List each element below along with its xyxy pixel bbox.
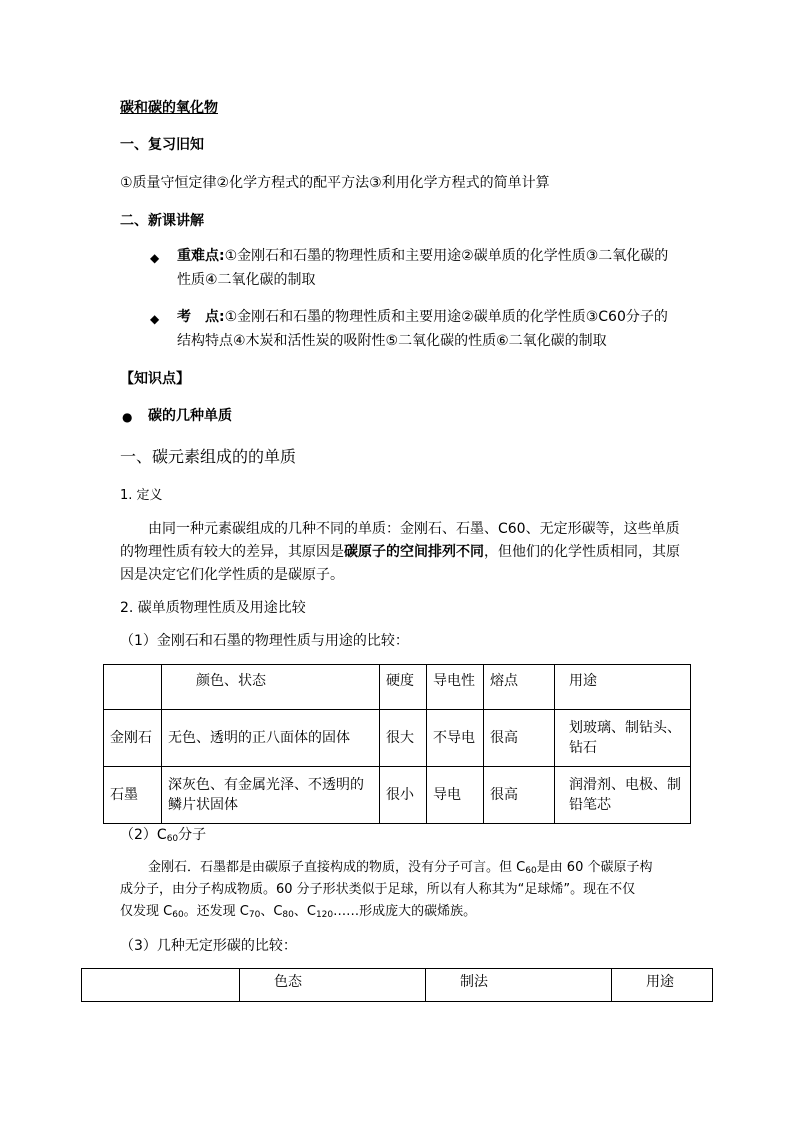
table-cell: 很小 — [380, 767, 427, 824]
table-header-cell: 用途 — [612, 969, 713, 1002]
definition-heading: 1. 定义 — [120, 488, 163, 503]
table-cell: 润滑剂、电极、制铅笔芯 — [555, 767, 691, 824]
table-cell: 划玻璃、制钻头、钻石 — [555, 710, 691, 767]
table-header-cell: 色态 — [240, 969, 426, 1002]
table2-caption: （3）几种无定形碳的比较： — [120, 938, 297, 954]
table-header-cell — [104, 665, 162, 710]
knowledge-heading: 【知识点】 — [120, 371, 190, 387]
table-header-cell: 制法 — [426, 969, 612, 1002]
key-points-line2: 性质④二氧化碳的制取 — [177, 272, 316, 288]
exam-points-line1 — [177, 309, 668, 326]
definition-line2: 的物理性质有较大的差异，其原因是碳原子的空间排列不同，但他们的化学性质相同，其原 — [120, 544, 680, 560]
exam-points-text: ①金刚石和石墨的物理性质和主要用途②碳单质的化学性质③C60分子的 — [224, 309, 668, 325]
table-cell: 导电 — [427, 767, 484, 824]
c60-paragraph-line3: 仅发现 $C_{60}$。还发现 $C_{70}$、$C_{80}$、$C_{120}\dots\dots$形成庞大的碳烯族。 — [120, 904, 477, 920]
table-cell: 很高 — [484, 710, 555, 767]
table-header-row — [82, 969, 713, 1002]
table-cell: 很高 — [484, 767, 555, 824]
circle-bullet-icon: ● — [122, 410, 133, 424]
c60-paragraph-line1: 金刚石．石墨都是由碳原子直接构成的物质，没有分子可言。但 $C_{60}$是由 60 个碳原子构 — [148, 860, 653, 876]
table-row — [104, 767, 691, 824]
diamond-graphite-table — [103, 664, 691, 824]
table-header-row — [104, 665, 691, 710]
section-review-text: ①质量守恒定律②化学方程式的配平方法③利用化学方程式的简单计算 — [120, 175, 550, 191]
key-points-text: ①金刚石和石墨的物理性质和主要用途②碳单质的化学性质③二氧化碳的 — [224, 248, 669, 264]
table1-caption: （1）金刚石和石墨的物理性质与用途的比较： — [120, 633, 409, 649]
key-points-line1 — [177, 248, 668, 265]
table-cell: 无色、透明的正八面体的固体 — [162, 710, 380, 767]
table-header-cell — [82, 969, 240, 1002]
section-new-lesson-heading: 二、新课讲解 — [120, 213, 204, 229]
table-cell: 很大 — [380, 710, 427, 767]
amorphous-carbon-table — [81, 968, 713, 1002]
diamond-bullet-icon: ◆ — [150, 251, 160, 265]
table-header-cell: 导电性 — [427, 665, 484, 710]
definition-line3: 因是决定它们化学性质的是碳原子。 — [120, 567, 344, 583]
exam-points-label: 考 点: — [177, 309, 225, 325]
table-cell: 金刚石 — [104, 710, 162, 767]
table-header-cell: 硬度 — [380, 665, 427, 710]
definition-emphasis: 碳原子的空间排列不同 — [344, 544, 484, 560]
table-header-cell: 颜色、状态 — [162, 665, 380, 710]
table-header-cell: 用途 — [555, 665, 691, 710]
table-cell: 不导电 — [427, 710, 484, 767]
c60-paragraph-line2: 成分子，由分子构成物质。60 分子形状类似于足球，所以有人称其为“足球烯”。现在不仅 — [120, 882, 636, 897]
section-review-heading: 一、复习旧知 — [120, 137, 204, 153]
key-points-label: 重难点: — [177, 248, 225, 264]
table-header-cell: 熔点 — [484, 665, 555, 710]
carbon-allotropes-heading: 碳的几种单质 — [148, 408, 232, 424]
table-cell: 深灰色、有金属光泽、不透明的鳞片状固体 — [162, 767, 380, 824]
c60-heading: $(2)C_{60}$分子 — [120, 827, 207, 844]
definition-line1: 由同一种元素碳组成的几种不同的单质：金刚石、石墨、C60、无定形碳等，这些单质 — [148, 521, 680, 537]
diamond-bullet-icon: ◆ — [150, 312, 160, 326]
carbon-elements-heading: 一、碳元素组成的的单质 — [120, 447, 297, 466]
table-row — [104, 710, 691, 767]
document-title: 碳和碳的氧化物 — [120, 100, 218, 116]
table-cell: 石墨 — [104, 767, 162, 824]
exam-points-line2: 结构特点④木炭和活性炭的吸附性⑤二氧化碳的性质⑥二氧化碳的制取 — [177, 333, 607, 349]
comparison-heading: 2. 碳单质物理性质及用途比较 — [120, 600, 306, 616]
